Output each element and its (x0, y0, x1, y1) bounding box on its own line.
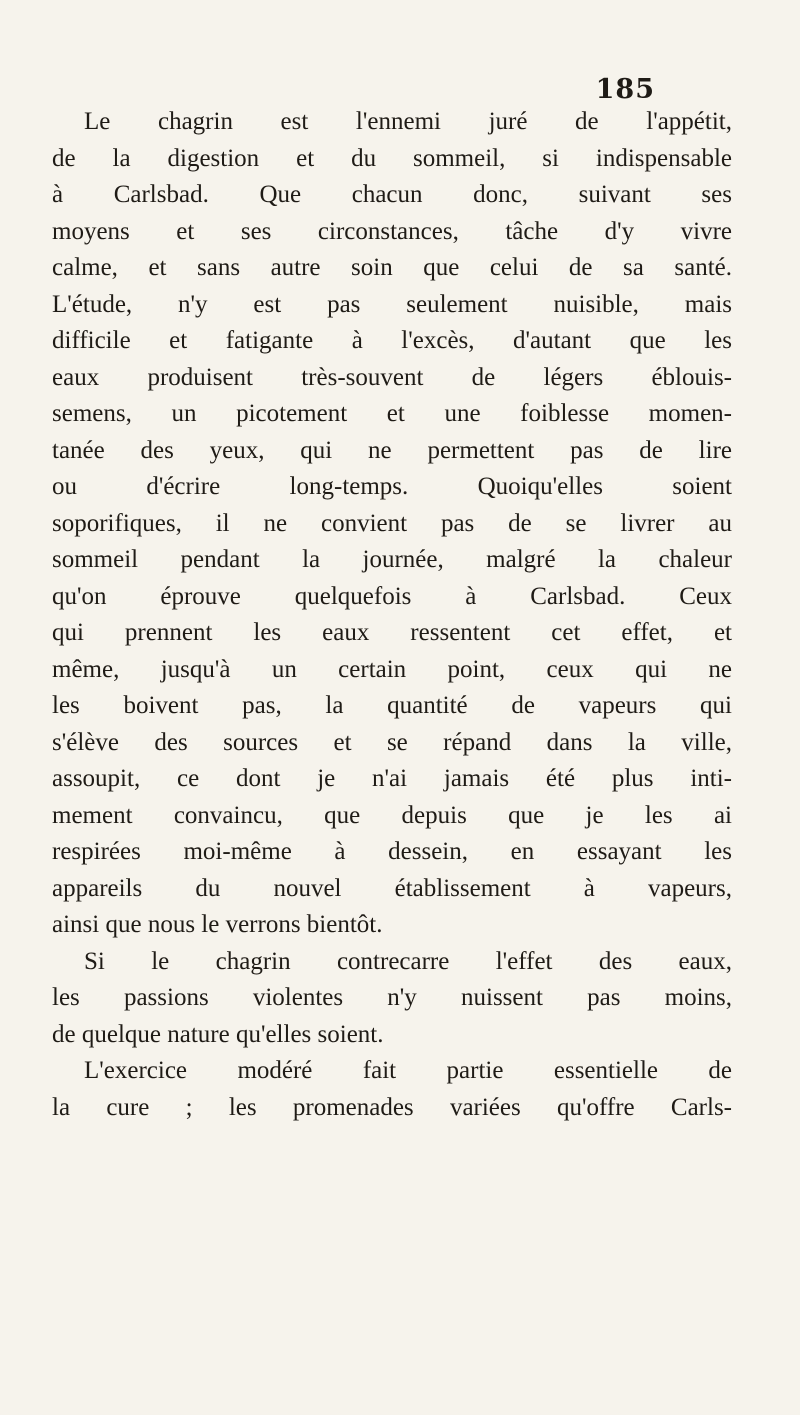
text-line: respirées moi-même à dessein, en essayant les (52, 838, 732, 865)
text-line: ou d'écrire long-temps. Quoiqu'elles soient (52, 473, 732, 500)
text-line: s'élève des sources et se répand dans la ville, (52, 728, 732, 756)
text-line: calme, et sans autre soin que celui de sa santé. (52, 254, 732, 281)
text-line: tanée des yeux, qui ne permettent pas de lire (52, 436, 732, 464)
text-line: ainsi que nous le verrons bientôt. (52, 911, 383, 938)
text-line: Le chagrin est l'ennemi juré de l'appétit, (84, 108, 732, 135)
page-number: 185 (595, 74, 655, 105)
text-line: les boivent pas, la quantité de vapeurs qui (52, 692, 732, 719)
text-line: L'étude, n'y est pas seulement nuisible, mais (52, 290, 732, 318)
text-line: de la digestion et du sommeil, si indispensable (52, 144, 732, 172)
text-line: assoupit, ce dont je n'ai jamais été plus inti- (52, 765, 732, 792)
body-text (52, 104, 732, 1126)
text-line: sommeil pendant la journée, malgré la chaleur (52, 546, 732, 573)
text-line: la cure ; les promenades variées qu'offre Carls- (52, 1093, 732, 1121)
text-line: Si le chagrin contrecarre l'effet des eaux, (84, 947, 732, 975)
text-line: à Carlsbad. Que chacun donc, suivant ses (52, 181, 732, 208)
text-line: les passions violentes n'y nuissent pas moins, (52, 984, 732, 1011)
text-line: qu'on éprouve quelquefois à Carlsbad. Ceux (52, 582, 732, 610)
text-line: soporifiques, il ne convient pas de se livrer au (52, 509, 732, 537)
text-line: moyens et ses circonstances, tâche d'y vivre (52, 217, 732, 245)
text-line: semens, un picotement et une foiblesse momen- (52, 400, 732, 427)
text-line: qui prennent les eaux ressentent cet effet, et (52, 619, 732, 646)
text-line: même, jusqu'à un certain point, ceux qui ne (52, 655, 732, 683)
text-line: L'exercice modéré fait partie essentielle de (84, 1057, 732, 1084)
text-line: difficile et fatigante à l'excès, d'autant que les (52, 327, 732, 354)
text-line: appareils du nouvel établissement à vapeurs, (52, 874, 732, 902)
text-line: mement convaincu, que depuis que je les ai (52, 801, 732, 829)
text-line: eaux produisent très-souvent de légers éblouis- (52, 363, 732, 391)
text-line: de quelque nature qu'elles soient. (52, 1020, 384, 1048)
